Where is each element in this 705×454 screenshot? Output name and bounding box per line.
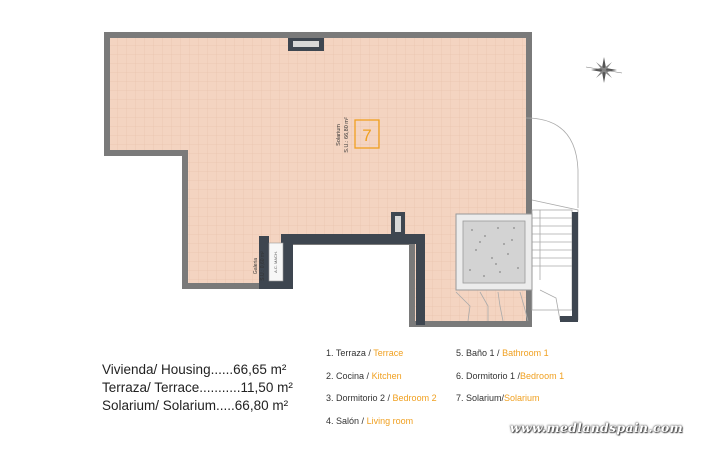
compass-rose-icon (586, 57, 622, 83)
legend-terrace: 1. Terraza / Terrace (326, 348, 404, 358)
total-housing: Vivienda/ Housing......66,65 m² (102, 362, 287, 377)
room-number: 7 (362, 126, 372, 145)
legend-bedroom-1: 6. Dormitorio 1 /Bedroom 1 (456, 371, 565, 381)
galeria-label: Galeria (253, 257, 259, 275)
parapet-wall (281, 234, 425, 325)
legend-bathroom-1: 5. Baño 1 / Bathroom 1 (456, 348, 549, 358)
total-solarium: Solarium/ Solarium.....66,80 m² (102, 398, 289, 413)
legend-living-room: 4. Salón / Living room (326, 416, 414, 426)
legend-kitchen: 2. Cocina / Kitchen (326, 371, 402, 381)
solarium-area: S.U.: 66,80 m² (344, 117, 350, 153)
website-watermark: www.medlandspain.com (509, 420, 683, 435)
legend-bedroom-2: 3. Dormitorio 2 / Bedroom 2 (326, 393, 437, 403)
galeria-area: S.U.: 0,60 m² (260, 251, 266, 281)
solarium-label: Solarium (336, 124, 342, 146)
galeria-extra: A.C. MACH. (273, 251, 278, 273)
legend-solarium: 7. Solarium/Solarium (456, 393, 540, 403)
total-terrace: Terraza/ Terrace...........11,50 m² (102, 380, 293, 395)
